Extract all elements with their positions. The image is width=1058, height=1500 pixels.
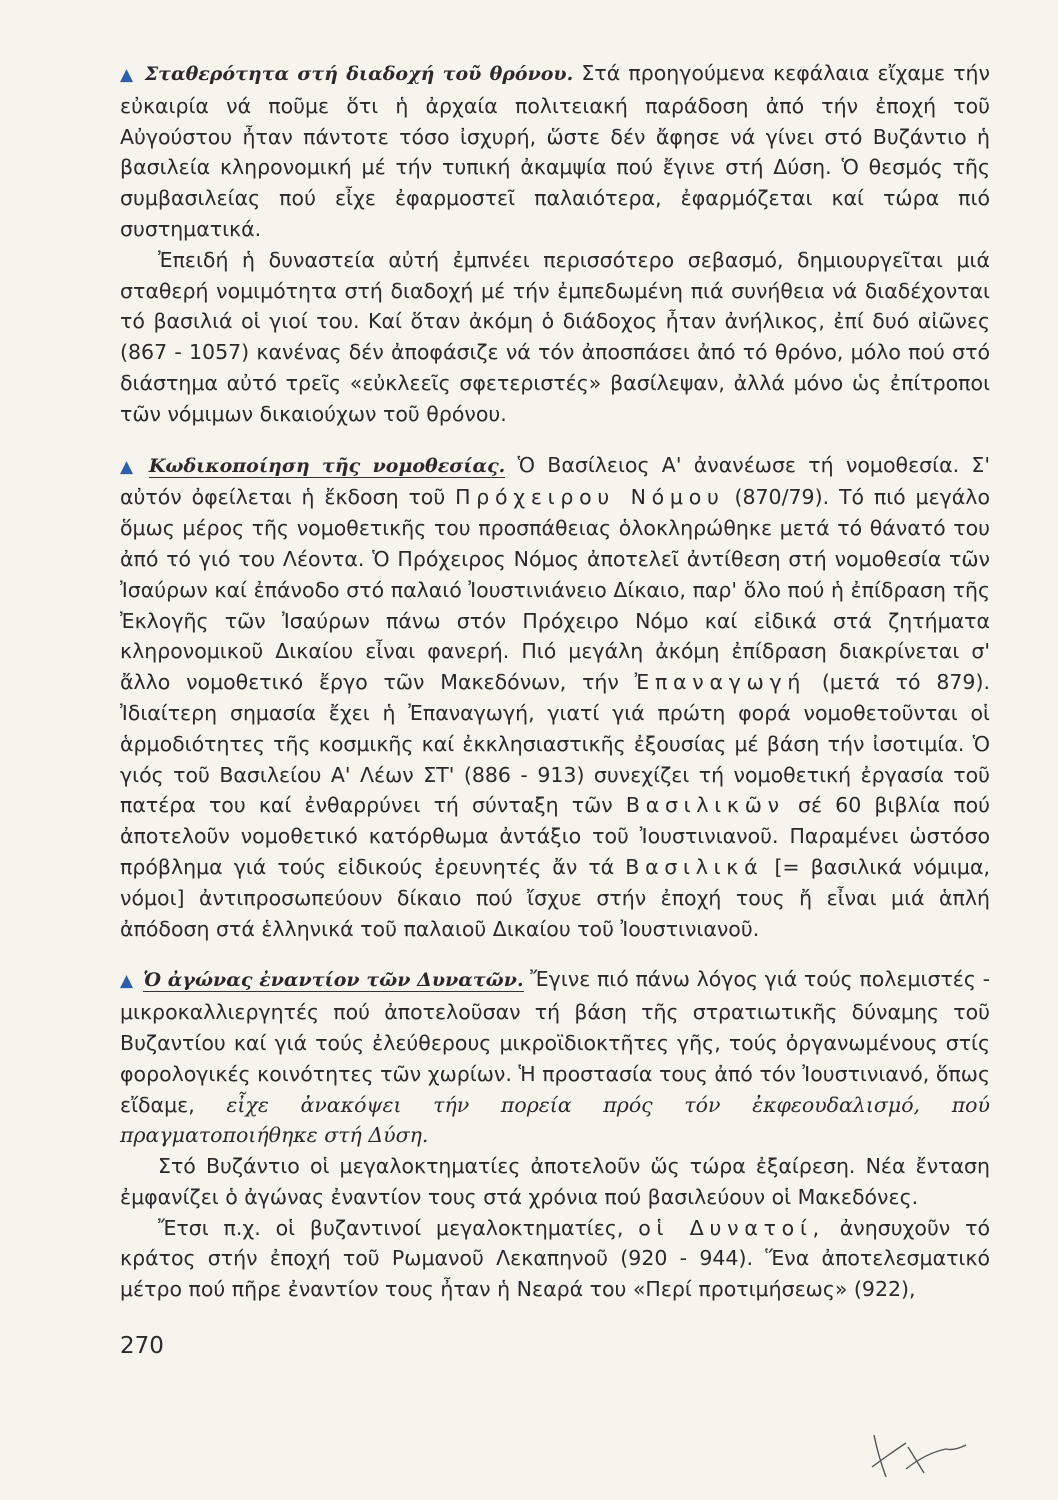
section-stability (120, 58, 990, 245)
paragraph-dynasty: Ἐπειδή ἡ δυναστεία αὐτή ἐμπνέει περισσότερο σεβασμό, δημιουργεῖται μιά σταθερή νομιμότητα στή διαδοχή μέ τήν ἐμπεδωμένη πιά συνήθεια νά διαδέχονται τό βασιλιά οἱ γιοί του. Καί ὅταν ἀκόμη ὁ διάδοχος ἦταν ἀνήλικος, ἐπί δυό αἰῶνες (867 - 1057) κανένας δέν ἀποφάσιζε νά τόν ἀποσπάσει ἀπό τό θρόνο, μόλο πού στό διάστημα αὐτό τρεῖς «εὐκλεεῖς σφετεριστές» βασίλεψαν, ἀλλά μόνο ὡς ἐπίτροποι τῶν νόμιμων δικαιούχων τοῦ θρόνου. (120, 247, 990, 426)
page-number: 270 (120, 1333, 164, 1359)
romanos-text-a: Ἔτσι π.χ. οἱ βυζαντινοί μεγαλοκτηματίες, (158, 1215, 624, 1240)
paragraph-large-landowners: Στό Βυζάντιο οἱ μεγαλοκτηματίες ἀποτελοῦν ὥς τώρα ἐξαίρεση. Νέα ἔνταση ἐμφανίζει ὁ ἀγώνας ἐναντίον τους στά χρόνια πού βασιλεύουν οἱ Μακεδόνες. (120, 1154, 990, 1209)
romanos-text-b: ἀνησυχοῦν τό κράτος στήν ἐποχή τοῦ Ρωμανοῦ Λεκαπηνοῦ (920 - 944). Ἕνα ἀποτελεσματικό μέτρο πού πῆρε ἐναντίον τους ἦταν ἡ Νεαρά του «Περί προτιμήσεως» (922), (120, 1215, 990, 1302)
codification-text-3: (μετά τό 879). Ἰδιαίτερη σημασία ἔχει ἡ Ἐπαναγωγή, γιατί γιά πρώτη φορά νομοθετοῦνται οἱ ἁρμοδιότητες τῆς κοσμικῆς καί ἐκκλησιαστικῆς ἐξουσίας μέ βάση τήν ἰσοτιμία. Ὁ γιός τοῦ Βασιλείου Α' Λέων ΣΤ' (886 - 913) συνεχίζει τή νομοθετική ἐργασία τοῦ πατέρα του καί ἐνθαρρύνει τή σύνταξη τῶν (120, 670, 990, 818)
heading-dynatoi: Ὁ ἀγώνας ἐναντίον τῶν Δυνατῶν. (143, 969, 524, 992)
term-epanagoge: Ἐπαναγωγή (634, 670, 807, 695)
dynatoi-text-1: Ἔγινε πιό πάνω λόγος γιά τούς πολεμιστές - μικροκαλλιεργητές πού ἀποτελοῦσαν τή βάση τῆς στρατιωτικῆς δύναμης τοῦ Βυζαντίου καί γιά τούς ἐλεύθερους μικροϊδιοκτῆτες γῆς, τούς ὀργανωμένους στίς φορολογικές κοινότητες τῶν χωρίων. Ἡ προστασία τους ἀπό τόν Ἰουστινιανό, ὅπως εἴδαμε, (120, 967, 990, 1117)
dynatoi-italic-text: εἶχε ἀνακόψει τήν πορεία πρός τόν ἐκφεουδαλισμό, πού πραγματοποιήθηκε στή Δύση. (120, 1092, 990, 1148)
codification-text-2: (870/79). Τό πιό μεγάλο ὅμως μέρος τῆς νομοθετικῆς του προσπάθειας ὁλοκληρώθηκε μετά τό θάνατό του ἀπό τό γιό του Λέοντα. Ὁ Πρόχειρος Νόμος ἀποτελεῖ ἀντίθεση στή νομοθεσία τῶν Ἰσαύρων καί ἐπάνοδο στό παλαιό Ἰουστινιάνειο Δίκαιο, παρ' ὅλο πού ἡ ἐπίδραση τῆς Ἐκλογῆς τῶν Ἰσαύρων πάνω στόν Πρόχειρο Νόμο καί εἰδικά στά ζητήματα κληρονομικοῦ Δικαίου εἶναι φανερή. Πιό μεγάλη ἀκόμη ἐπίδραση διακρίνεται σ' ἄλλο νομοθετικό ἔργο τῶν Μακεδόνων, τήν (120, 485, 990, 695)
page-body (120, 58, 990, 1305)
term-vasilika-2: Βασιλικά (625, 854, 764, 879)
term-dynatoi: οἱ Δυνατοί, (638, 1215, 825, 1240)
term-procheiros-nomos: Πρόχειρου Νόμου (455, 485, 725, 510)
term-vasilika-1: Βασιλικῶν (625, 793, 785, 818)
paragraph-romanos (120, 1213, 990, 1305)
codification-text-4: σέ 60 βιβλία πού ἀποτελοῦν νομοθετικό κατόρθωμα ἀντάξιο τοῦ Ἰουστινιανοῦ. Παραμένει ὡστόσο πρόβλημα γιά τούς εἰδικούς ἐρευνητές ἄν τά (120, 793, 990, 879)
heading-codification: Κωδικοποίηση τῆς νομοθεσίας. (148, 454, 506, 477)
section-stability-text: Στά προηγούμενα κεφάλαια εἴχαμε τήν εὐκαιρία νά ποῦμε ὅτι ἡ ἀρχαία πολιτειακή παράδοση ἀπό τήν ἐποχή τοῦ Αὐγούστου ἦταν πάντοτε τόσο ἰσχυρή, ὥστε δέν ἄφησε νά γίνει στό Βυζάντιο ἡ βασιλεία κληρονομική μέ τήν τυπική ἀκαμψία πού ἔγινε στή Δύση. Ὁ θεσμός τῆς συμβασιλείας πού εἶχε ἐφαρμοστεῖ παλαιότερα, ἐφαρμόζεται καί τώρα πιό συστηματικά. (120, 61, 990, 241)
codification-text-5: [= βασιλικά νόμιμα, νόμοι] ἀντιπροσωπεύουν δίκαιο πού ἴσχυε στήν ἐποχή τους ἤ εἶναι μιά ἁπλή ἀπόδοση στά ἑλληνικά τοῦ παλαιοῦ Δικαίου τοῦ Ἰουστινιανοῦ. (120, 854, 990, 941)
triangle-bullet-icon: ▲ (120, 456, 139, 477)
triangle-bullet-icon: ▲ (120, 971, 134, 992)
section-dynatoi (120, 964, 990, 1151)
codification-text-1: Ὁ Βασίλειος Α' ἀνανέωσε τή νομοθεσία. Σ' αὐτόν ὀφείλεται ἡ ἔκδοση τοῦ (120, 452, 990, 510)
triangle-bullet-icon: ▲ (120, 65, 135, 85)
section-codification (120, 450, 990, 945)
handwritten-mark-icon (866, 1425, 976, 1485)
heading-stability: Σταθερότητα στή διαδοχή τοῦ θρόνου. (144, 63, 574, 85)
